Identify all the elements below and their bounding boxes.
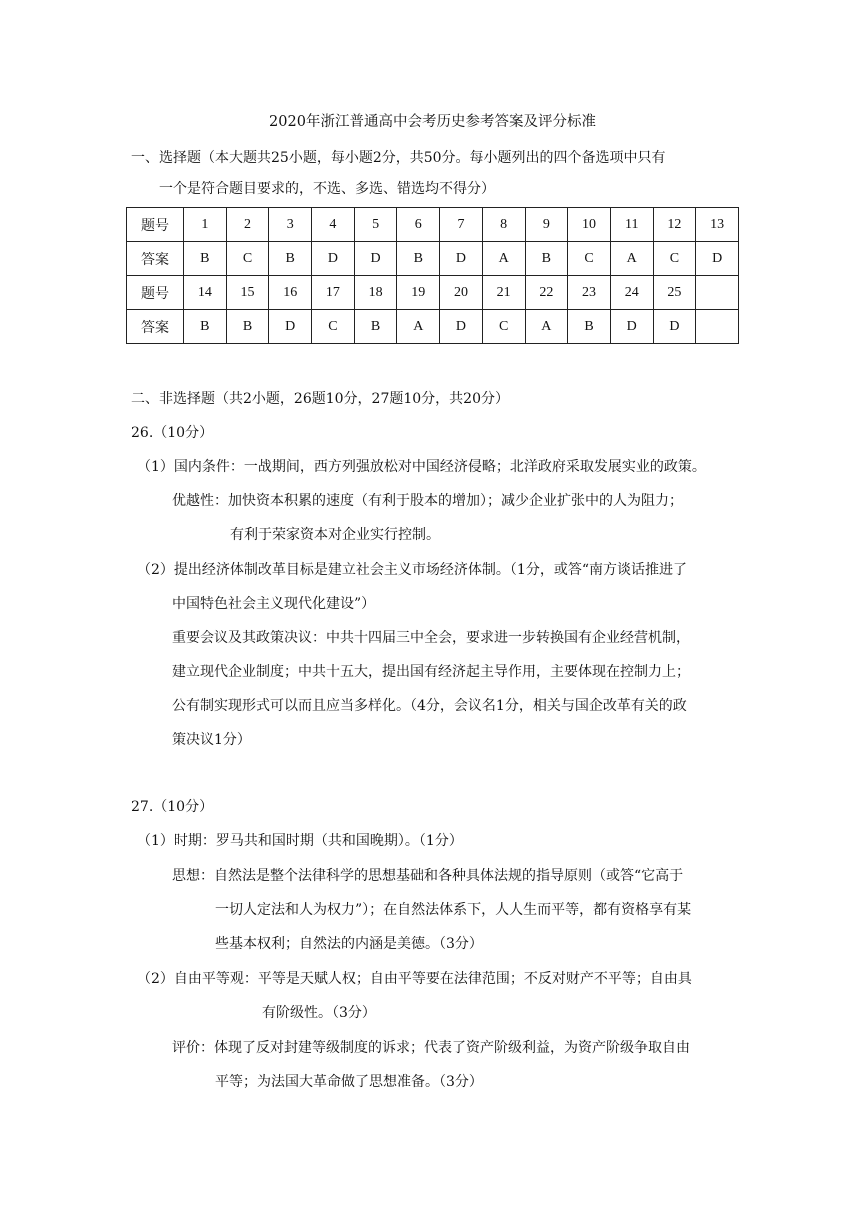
table-cell: 25 (653, 276, 696, 310)
q27-part1-line1: （1）时期：罗马共和国时期（共和国晚期）。（1分） (137, 833, 463, 849)
table-cell: 24 (610, 276, 653, 310)
table-cell: 18 (354, 276, 397, 310)
table-cell: C (653, 242, 696, 276)
table-cell: C (482, 310, 525, 344)
table-cell: D (440, 242, 483, 276)
q27-number: 27.（10分） (131, 799, 214, 815)
table-cell: D (610, 310, 653, 344)
section1-instructions-line2: 一个是符合题目要求的，不选、多选、错选均不得分） (159, 181, 495, 197)
table-cell: B (184, 242, 227, 276)
table-cell: 3 (269, 208, 312, 242)
q26-part1-line2: 优越性：加快资本积累的速度（有利于股本的增加）；减少企业扩张中的人为阻力； (172, 493, 683, 509)
table-cell: 1 (184, 208, 227, 242)
table-cell: 7 (440, 208, 483, 242)
table-cell (696, 276, 739, 310)
table-cell: B (568, 310, 611, 344)
table-cell: 11 (610, 208, 653, 242)
q26-part1-line3: 有利于荣家资本对企业实行控制。 (230, 527, 440, 543)
q27-part1-line2: 思想：自然法是整个法律科学的思想基础和各种具体法规的指导原则（或答“它高于 (172, 868, 684, 884)
row-header: 答案 (127, 242, 184, 276)
table-row (127, 310, 739, 344)
table-row (127, 276, 739, 310)
table-cell: D (354, 242, 397, 276)
q27-part1-line3: 一切人定法和人为权力”）；在自然法体系下，人人生而平等，都有资格享有某 (215, 902, 692, 918)
table-cell: B (184, 310, 227, 344)
table-cell: 17 (312, 276, 355, 310)
table-cell: B (525, 242, 568, 276)
answer-table (126, 207, 739, 344)
table-cell: 14 (184, 276, 227, 310)
table-cell: 20 (440, 276, 483, 310)
table-cell: 2 (226, 208, 269, 242)
table-cell: B (269, 242, 312, 276)
table-cell: 9 (525, 208, 568, 242)
page-title: 2020年浙江普通高中会考历史参考答案及评分标准 (269, 114, 596, 130)
table-cell (696, 310, 739, 344)
q26-part2-line2: 中国特色社会主义现代化建设”） (172, 596, 376, 612)
table-row (127, 208, 739, 242)
q26-part1-line1: （1）国内条件：一战期间，西方列强放松对中国经济侵略；北洋政府采取发展实业的政策。 (137, 459, 706, 475)
table-cell: A (397, 310, 440, 344)
q27-part2-line1: （2）自由平等观：平等是天赋人权；自由平等要在法律范围；不反对财产不平等；自由具 (137, 971, 692, 987)
q27-part2-line4: 平等；为法国大革命做了思想准备。（3分） (215, 1074, 483, 1090)
table-cell: 6 (397, 208, 440, 242)
table-cell: 23 (568, 276, 611, 310)
table-cell: D (653, 310, 696, 344)
q26-part2-line3: 重要会议及其政策决议：中共十四届三中全会，要求进一步转换国有企业经营机制， (172, 630, 690, 646)
q26-part2-line5: 公有制实现形式可以而且应当多样化。（4分，会议名1分，相关与国企改革有关的政 (172, 698, 687, 714)
q27-part2-line3: 评价：体现了反对封建等级制度的诉求；代表了资产阶级利益，为资产阶级争取自由 (172, 1040, 690, 1056)
table-cell: A (482, 242, 525, 276)
row-header: 答案 (127, 310, 184, 344)
table-cell: 16 (269, 276, 312, 310)
table-cell: D (696, 242, 739, 276)
table-cell: 4 (312, 208, 355, 242)
table-cell: 12 (653, 208, 696, 242)
table-cell: C (312, 310, 355, 344)
table-cell: C (226, 242, 269, 276)
section2-heading: 二、非选择题（共2小题，26题10分，27题10分，共20分） (131, 391, 509, 407)
table-cell: B (226, 310, 269, 344)
row-header: 题号 (127, 276, 184, 310)
table-cell: 8 (482, 208, 525, 242)
table-cell: 10 (568, 208, 611, 242)
table-cell: 19 (397, 276, 440, 310)
table-cell: 15 (226, 276, 269, 310)
q26-part2-line6: 策决议1分） (172, 732, 251, 748)
table-cell: D (312, 242, 355, 276)
table-cell: D (440, 310, 483, 344)
section1-instructions-line1: 一、选择题（本大题共25小题，每小题2分，共50分。每小题列出的四个备选项中只有 (131, 150, 666, 166)
table-cell: 13 (696, 208, 739, 242)
q27-part2-line2: 有阶级性。（3分） (262, 1005, 376, 1021)
table-cell: B (397, 242, 440, 276)
table-cell: 21 (482, 276, 525, 310)
table-cell: A (610, 242, 653, 276)
table-cell: 22 (525, 276, 568, 310)
table-cell: C (568, 242, 611, 276)
table-row (127, 242, 739, 276)
table-cell: D (269, 310, 312, 344)
table-cell: B (354, 310, 397, 344)
table-cell: 5 (354, 208, 397, 242)
q26-part2-line4: 建立现代企业制度；中共十五大，提出国有经济起主导作用，主要体现在控制力上； (172, 664, 690, 680)
table-cell: A (525, 310, 568, 344)
q27-part1-line4: 些基本权利；自然法的内涵是美德。（3分） (215, 936, 483, 952)
q26-number: 26.（10分） (131, 425, 214, 441)
q26-part2-line1: （2）提出经济体制改革目标是建立社会主义市场经济体制。（1分，或答“南方谈话推进了 (137, 562, 687, 578)
row-header: 题号 (127, 208, 184, 242)
